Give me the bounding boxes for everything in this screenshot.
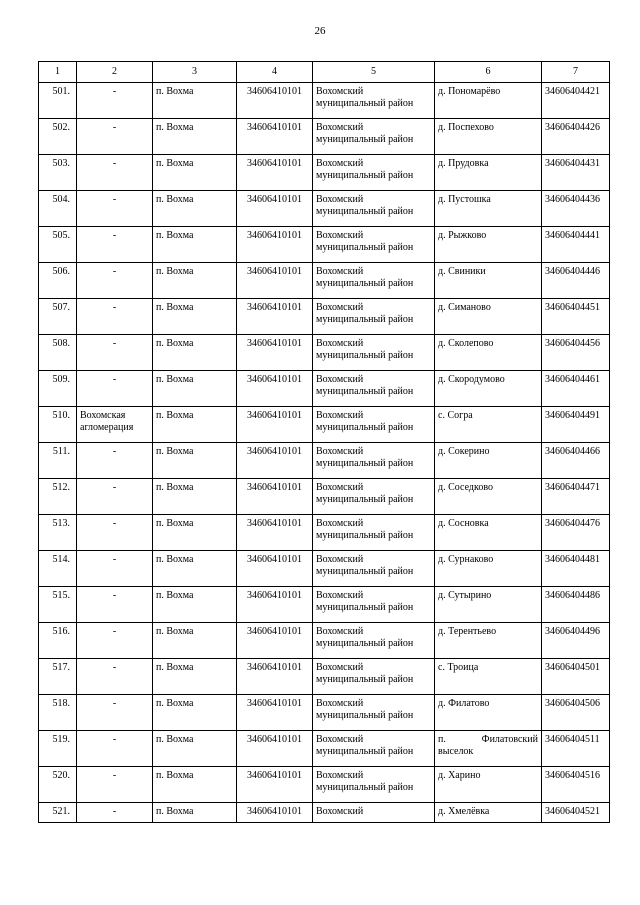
agglomeration-cell: - (77, 479, 153, 515)
oktmo-cell: 34606410101 (237, 227, 313, 263)
settlement-cell: д. Поспехово (435, 119, 542, 155)
settlement-cell (435, 731, 542, 767)
table-row (39, 551, 610, 587)
agglomeration-cell: - (77, 587, 153, 623)
agglomeration-cell: - (77, 299, 153, 335)
agglomeration-cell: - (77, 623, 153, 659)
oktmo-cell: 34606410101 (237, 551, 313, 587)
oktmo-cell: 34606410101 (237, 155, 313, 191)
agglomeration-cell: - (77, 443, 153, 479)
row-number-cell: 505. (39, 227, 77, 263)
oktmo-cell: 34606410101 (237, 659, 313, 695)
agglomeration-cell: - (77, 695, 153, 731)
table-row (39, 227, 610, 263)
district-cell: Вохомский муниципальный район (313, 227, 435, 263)
table-row (39, 767, 610, 803)
column-header: 1 (39, 62, 77, 83)
oktmo-cell: 34606410101 (237, 731, 313, 767)
oktmo-cell: 34606410101 (237, 371, 313, 407)
agglomeration-cell: - (77, 191, 153, 227)
center-cell: п. Вохма (153, 731, 237, 767)
district-cell: Вохомский муниципальный район (313, 587, 435, 623)
settlement-rest: выселок (438, 746, 474, 757)
settlement-cell: д. Харино (435, 767, 542, 803)
settlement-cell: с. Троица (435, 659, 542, 695)
settlement-cell: д. Сокерино (435, 443, 542, 479)
oktmo-cell: 34606410101 (237, 335, 313, 371)
center-cell: п. Вохма (153, 191, 237, 227)
district-cell: Вохомский муниципальный район (313, 155, 435, 191)
code-cell: 34606404461 (542, 371, 610, 407)
district-cell: Вохомский муниципальный район (313, 479, 435, 515)
code-cell: 34606404521 (542, 803, 610, 823)
settlement-cell: д. Сколепово (435, 335, 542, 371)
agglomeration-cell: - (77, 803, 153, 823)
table-row (39, 155, 610, 191)
code-cell: 34606404456 (542, 335, 610, 371)
settlement-cell: д. Соседково (435, 479, 542, 515)
table-row (39, 659, 610, 695)
agglomeration-cell: - (77, 335, 153, 371)
settlement-cell: с. Согра (435, 407, 542, 443)
oktmo-cell: 34606410101 (237, 479, 313, 515)
district-cell: Вохомский муниципальный район (313, 119, 435, 155)
center-cell: п. Вохма (153, 299, 237, 335)
district-cell: Вохомский муниципальный район (313, 299, 435, 335)
settlement-cell: д. Сосновка (435, 515, 542, 551)
table-row (39, 587, 610, 623)
district-cell: Вохомский муниципальный район (313, 83, 435, 119)
agglomeration-cell: Вохомская агломерация (77, 407, 153, 443)
settlement-cell: д. Филатово (435, 695, 542, 731)
row-number-cell: 509. (39, 371, 77, 407)
row-number-cell: 511. (39, 443, 77, 479)
oktmo-cell: 34606410101 (237, 191, 313, 227)
row-number-cell: 504. (39, 191, 77, 227)
settlement-cell: д. Хмелёвка (435, 803, 542, 823)
center-cell: п. Вохма (153, 263, 237, 299)
oktmo-cell: 34606410101 (237, 623, 313, 659)
row-number-cell: 501. (39, 83, 77, 119)
table-row (39, 299, 610, 335)
oktmo-cell: 34606410101 (237, 263, 313, 299)
center-cell: п. Вохма (153, 371, 237, 407)
settlement-cell: д. Терентьево (435, 623, 542, 659)
district-cell: Вохомский муниципальный район (313, 659, 435, 695)
code-cell: 34606404426 (542, 119, 610, 155)
settlement-cell: д. Скородумово (435, 371, 542, 407)
settlement-word: Филатовский (481, 734, 538, 745)
oktmo-cell: 34606410101 (237, 587, 313, 623)
table-row (39, 731, 610, 767)
column-header: 4 (237, 62, 313, 83)
code-cell: 34606404486 (542, 587, 610, 623)
settlement-cell: д. Сурнаково (435, 551, 542, 587)
settlement-cell: д. Прудовка (435, 155, 542, 191)
oktmo-cell: 34606410101 (237, 767, 313, 803)
center-cell: п. Вохма (153, 479, 237, 515)
agglomeration-cell: - (77, 515, 153, 551)
column-header: 2 (77, 62, 153, 83)
table-row (39, 515, 610, 551)
table-header-row (39, 62, 610, 83)
district-cell: Вохомский муниципальный район (313, 443, 435, 479)
page-number: 26 (314, 25, 326, 37)
settlement-cell: д. Свиники (435, 263, 542, 299)
table-row (39, 443, 610, 479)
district-cell: Вохомский (313, 803, 435, 823)
center-cell: п. Вохма (153, 443, 237, 479)
settlement-cell: д. Сутырино (435, 587, 542, 623)
center-cell: п. Вохма (153, 623, 237, 659)
district-cell: Вохомский муниципальный район (313, 191, 435, 227)
row-number-cell: 503. (39, 155, 77, 191)
code-cell: 34606404491 (542, 407, 610, 443)
table-row (39, 407, 610, 443)
table-row (39, 83, 610, 119)
table-row (39, 263, 610, 299)
center-cell: п. Вохма (153, 587, 237, 623)
column-header: 7 (542, 62, 610, 83)
row-number-cell: 512. (39, 479, 77, 515)
oktmo-cell: 34606410101 (237, 443, 313, 479)
center-cell: п. Вохма (153, 83, 237, 119)
center-cell: п. Вохма (153, 119, 237, 155)
oktmo-cell: 34606410101 (237, 119, 313, 155)
table-row (39, 623, 610, 659)
code-cell: 34606404471 (542, 479, 610, 515)
row-number-cell: 520. (39, 767, 77, 803)
code-cell: 34606404421 (542, 83, 610, 119)
settlement-cell: д. Пономарёво (435, 83, 542, 119)
district-cell: Вохомский муниципальный район (313, 551, 435, 587)
code-cell: 34606404451 (542, 299, 610, 335)
row-number-cell: 516. (39, 623, 77, 659)
agglomeration-cell: - (77, 263, 153, 299)
agglomeration-cell: - (77, 83, 153, 119)
settlements-table (38, 61, 610, 823)
column-header: 3 (153, 62, 237, 83)
agglomeration-cell: - (77, 227, 153, 263)
center-cell: п. Вохма (153, 515, 237, 551)
district-cell: Вохомский муниципальный район (313, 767, 435, 803)
oktmo-cell: 34606410101 (237, 803, 313, 823)
column-header: 6 (435, 62, 542, 83)
settlement-cell: д. Рыжково (435, 227, 542, 263)
district-cell: Вохомский муниципальный район (313, 623, 435, 659)
center-cell: п. Вохма (153, 551, 237, 587)
code-cell: 34606404436 (542, 191, 610, 227)
center-cell: п. Вохма (153, 335, 237, 371)
row-number-cell: 518. (39, 695, 77, 731)
row-number-cell: 510. (39, 407, 77, 443)
code-cell: 34606404506 (542, 695, 610, 731)
agglomeration-cell: - (77, 659, 153, 695)
code-cell: 34606404501 (542, 659, 610, 695)
agglomeration-cell: - (77, 371, 153, 407)
code-cell: 34606404431 (542, 155, 610, 191)
code-cell: 34606404511 (542, 731, 610, 767)
center-cell: п. Вохма (153, 155, 237, 191)
code-cell: 34606404516 (542, 767, 610, 803)
column-header: 5 (313, 62, 435, 83)
row-number-cell: 513. (39, 515, 77, 551)
district-cell: Вохомский муниципальный район (313, 515, 435, 551)
district-cell: Вохомский муниципальный район (313, 695, 435, 731)
center-cell: п. Вохма (153, 803, 237, 823)
code-cell: 34606404441 (542, 227, 610, 263)
row-number-cell: 507. (39, 299, 77, 335)
center-cell: п. Вохма (153, 407, 237, 443)
agglomeration-cell: - (77, 551, 153, 587)
settlement-cell: д. Пустошка (435, 191, 542, 227)
oktmo-cell: 34606410101 (237, 515, 313, 551)
code-cell: 34606404466 (542, 443, 610, 479)
district-cell: Вохомский муниципальный район (313, 407, 435, 443)
agglomeration-cell: - (77, 767, 153, 803)
district-cell: Вохомский муниципальный район (313, 263, 435, 299)
code-cell: 34606404481 (542, 551, 610, 587)
row-number-cell: 508. (39, 335, 77, 371)
row-number-cell: 521. (39, 803, 77, 823)
center-cell: п. Вохма (153, 767, 237, 803)
settlement-prefix: п. (438, 734, 446, 745)
row-number-cell: 517. (39, 659, 77, 695)
table-row (39, 479, 610, 515)
oktmo-cell: 34606410101 (237, 83, 313, 119)
oktmo-cell: 34606410101 (237, 299, 313, 335)
district-cell: Вохомский муниципальный район (313, 731, 435, 767)
agglomeration-cell: - (77, 731, 153, 767)
agglomeration-cell: - (77, 155, 153, 191)
oktmo-cell: 34606410101 (237, 407, 313, 443)
table-row (39, 803, 610, 823)
row-number-cell: 515. (39, 587, 77, 623)
agglomeration-cell: - (77, 119, 153, 155)
table-body (39, 83, 610, 823)
row-number-cell: 502. (39, 119, 77, 155)
table-row (39, 695, 610, 731)
row-number-cell: 514. (39, 551, 77, 587)
table-row (39, 119, 610, 155)
table-row (39, 335, 610, 371)
center-cell: п. Вохма (153, 695, 237, 731)
table-row (39, 371, 610, 407)
row-number-cell: 519. (39, 731, 77, 767)
district-cell: Вохомский муниципальный район (313, 335, 435, 371)
center-cell: п. Вохма (153, 227, 237, 263)
center-cell: п. Вохма (153, 659, 237, 695)
district-cell: Вохомский муниципальный район (313, 371, 435, 407)
table-row (39, 191, 610, 227)
code-cell: 34606404496 (542, 623, 610, 659)
code-cell: 34606404476 (542, 515, 610, 551)
row-number-cell: 506. (39, 263, 77, 299)
oktmo-cell: 34606410101 (237, 695, 313, 731)
code-cell: 34606404446 (542, 263, 610, 299)
settlement-cell: д. Симаново (435, 299, 542, 335)
